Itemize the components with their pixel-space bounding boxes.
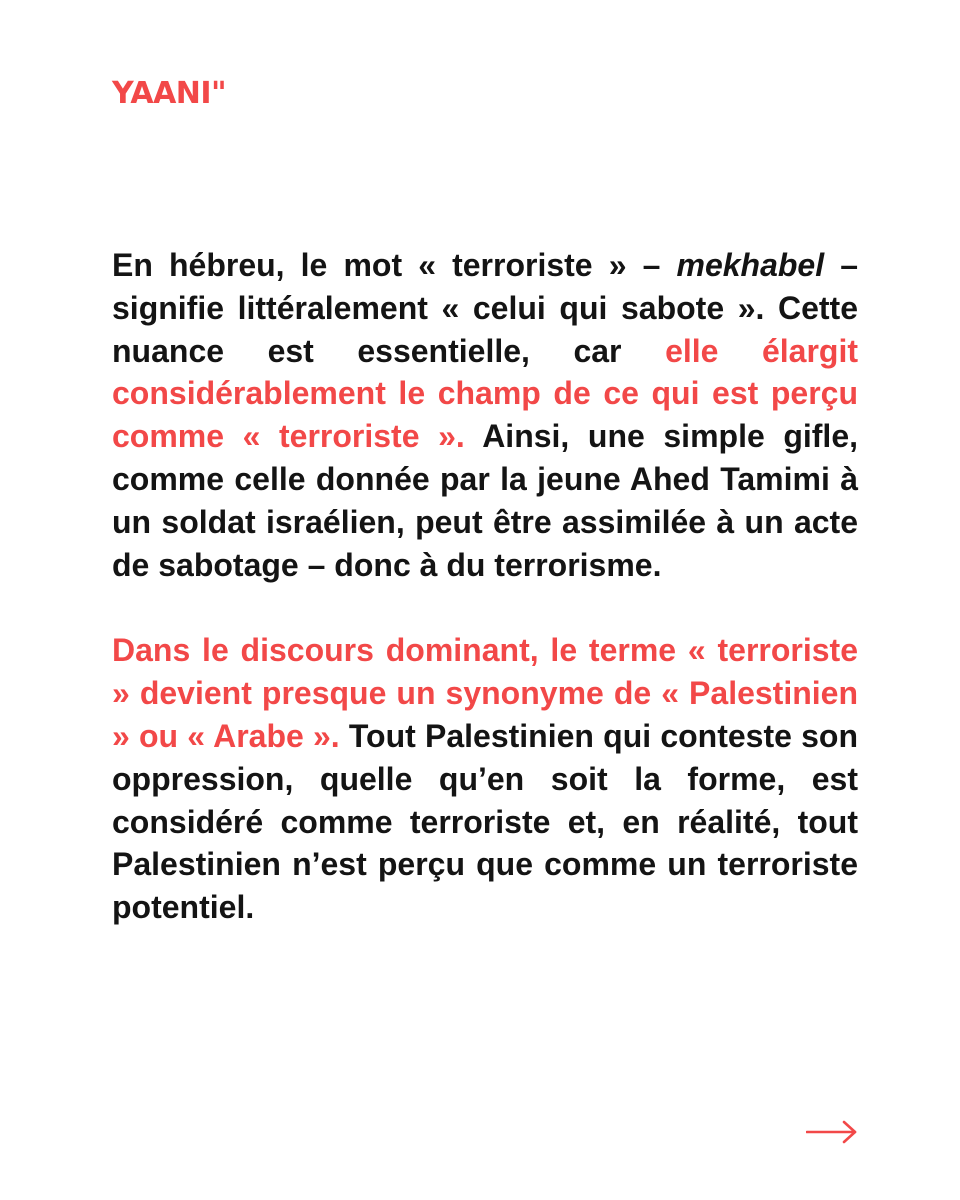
paragraph-2-highlight: Dans le discours dominant, le terme « terroriste » devient presque un synonyme de « Palestinien » ou « Arabe ». bbox=[112, 632, 858, 754]
article-body bbox=[112, 244, 858, 929]
paragraph-2 bbox=[112, 629, 858, 929]
brand-logo: YAANI" bbox=[112, 76, 227, 111]
paragraph-1-text-b: – signifie littéralement « celui qui sabote ». Cette nuance est essentielle, car bbox=[112, 247, 859, 369]
paragraph-1 bbox=[112, 244, 858, 586]
paragraph-1-text-a: En hébreu, le mot « terroriste » – bbox=[112, 247, 677, 283]
paragraph-2-text: Tout Palestinien qui conteste son oppression, quelle qu’en soit la forme, est considéré comme terroriste et, en réalité, tout Palestinien n’est perçu que comme un terroriste potentiel. bbox=[112, 717, 859, 926]
paragraph-1-text-c: Ainsi, une simple gifle, comme celle donnée par la jeune Ahed Tamimi à un soldat israélien, peut être assimilée à un acte de sabotage – donc à du terrorisme. bbox=[112, 418, 859, 583]
paragraph-1-hebrew-term: mekhabel bbox=[676, 247, 825, 283]
paragraph-1-highlight: elle élargit considérablement le champ de ce qui est perçu comme « terroriste ». bbox=[112, 332, 859, 455]
arrow-right-icon[interactable] bbox=[806, 1120, 858, 1144]
